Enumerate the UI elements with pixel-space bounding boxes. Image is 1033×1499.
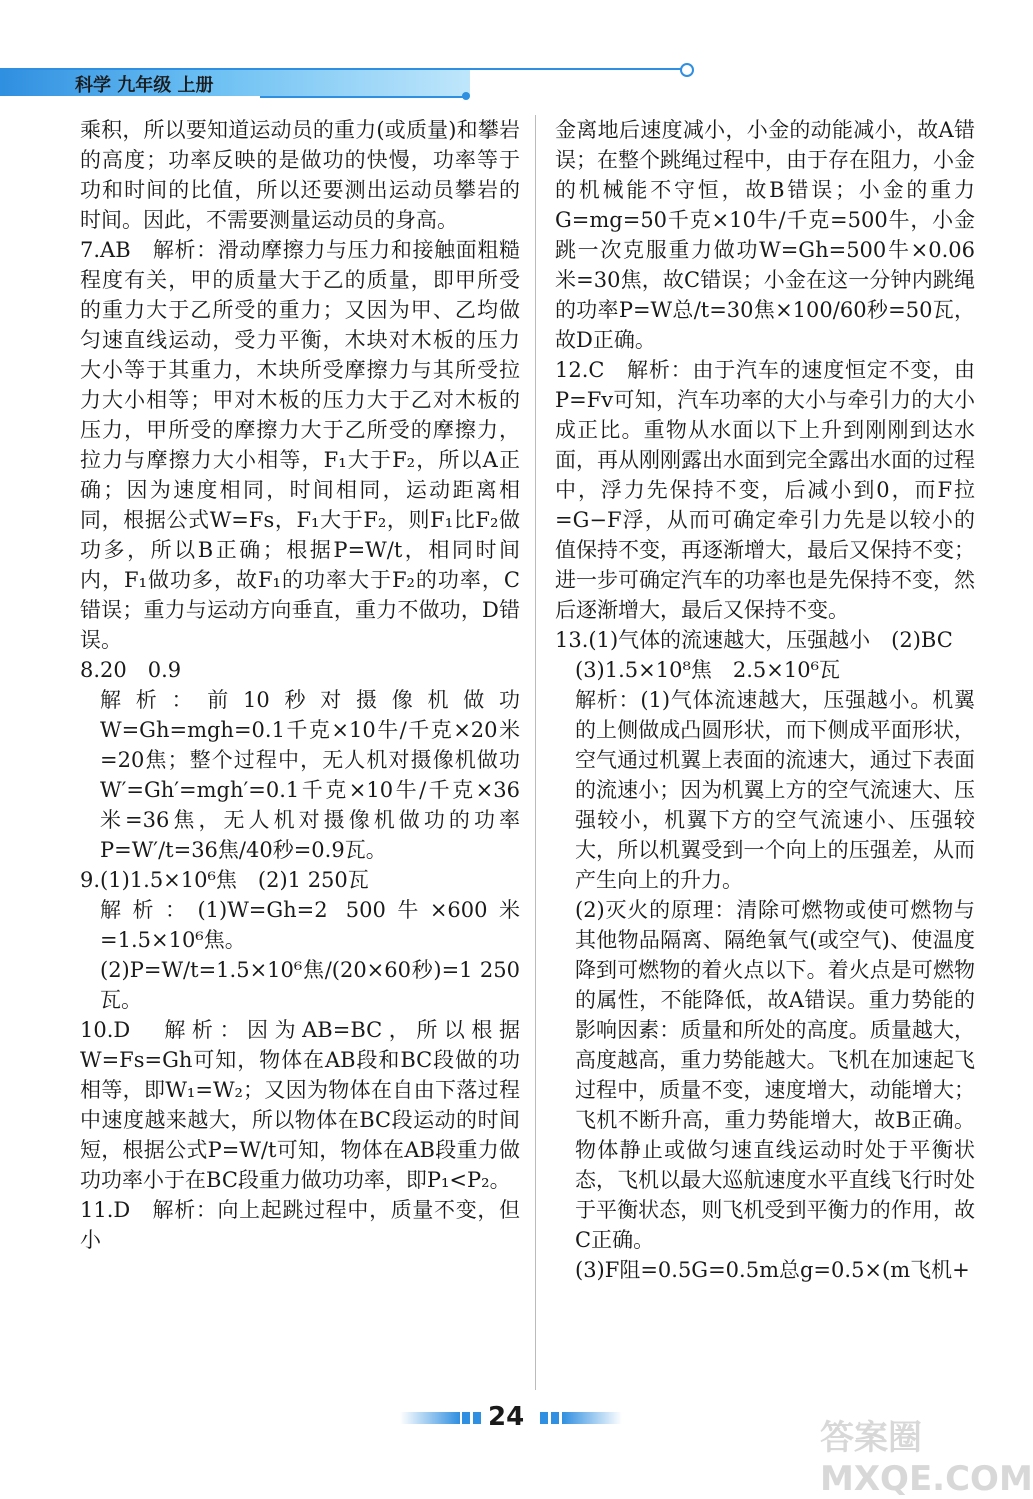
left-column [80,115,520,1255]
watermark-logo: 答案圈 MXQE.COM [820,1418,1033,1499]
explanation-13-3: (3)F阻=0.5G=0.5m总g=0.5×(m飞机+ [575,1258,970,1282]
right-column [555,115,975,1285]
answer-8: 8.20 0.9 [80,658,182,682]
footer-decoration-right [562,1412,622,1424]
book-title: 科学 九年级 上册 [75,75,214,96]
header-rule-lower [260,96,465,98]
footer-square-icon [540,1412,548,1424]
explanation-13-1: 解析：(1)气体流速越大，压强越小。机翼的上侧做成凸圆形状，而下侧成平面形状，空气通过机翼上表面的流速大，通过下表面的流速小；因为机翼上方的空气流速大、压强较小，机翼下方的空气流速小、压强较大，所以机翼受到一个向上的压强差，从而产生向上的升力。 [575,688,975,892]
footer-square-icon [473,1412,481,1424]
header-dot-icon [462,92,470,100]
page-header [0,60,700,104]
column-divider [535,115,536,1390]
answer-9: 9.(1)1.5×10⁶焦 (2)1 250瓦 [80,868,369,892]
explanation-9-1: 解析：(1)W=Gh=2 500牛×600米=1.5×10⁶焦。 [100,898,520,952]
answer-11: 11.D 解析：向上起跳过程中，质量不变，但小 [80,1198,520,1252]
explanation-13-2: (2)灭火的原理：清除可燃物或使可燃物与其他物品隔离、隔绝氧气(或空气)、使温度降到可燃物的着火点以下。着火点是可燃物的属性，不能降低，故A错误。重力势能的影响因素：质量和所处的高度。质量越大，高度越高，重力势能越大。飞机在加速起飞过程中，质量不变，速度增大，动能增大；飞机不断升高，重力势能增大，故B正确。物体静止或做匀速直线运动时处于平衡状态，飞机以最大巡航速度水平直线飞行时处于平衡状态，则飞机受到平衡力的作用，故C正确。 [575,898,975,1252]
footer-square-icon [551,1412,559,1424]
answer-13-3: (3)1.5×10⁸焦 2.5×10⁶瓦 [575,658,841,682]
header-rule [0,68,688,70]
header-circle-icon [680,63,694,77]
explanation-8: 解析：前10秒对摄像机做功W=Gh=mgh=0.1千克×10牛/千克×20米=20焦；整个过程中，无人机对摄像机做功W′=Gh′=mgh′=0.1千克×10牛/千克×36米=36焦，无人机对摄像机做功的功率P=W′/t=36焦/40秒=0.9瓦。 [100,688,520,862]
footer-decoration-left [400,1412,460,1424]
footer-square-icon [462,1412,470,1424]
page-number: 24 [488,1402,525,1432]
answer-11-continued: 金离地后速度减小，小金的动能减小，故A错误；在整个跳绳过程中，由于存在阻力，小金的机械能不守恒，故B错误；小金的重力G=mg=50千克×10牛/千克=500牛，小金跳一次克服重力做功W=Gh=500牛×0.06米=30焦，故C错误；小金在这一分钟内跳绳的功率P=W总/t=30焦×100/60秒=50瓦，故D正确。 [555,118,975,352]
explanation-9-2: (2)P=W/t=1.5×10⁶焦/(20×60秒)=1 250瓦。 [100,958,520,1012]
paragraph: 乘积，所以要知道运动员的重力(或质量)和攀岩的高度；功率反映的是做功的快慢，功率等于功和时间的比值，所以还要测出运动员攀岩的时间。因此，不需要测量运动员的身高。 [80,118,520,232]
answer-7: 7.AB 解析：滑动摩擦力与压力和接触面粗糙程度有关，甲的质量大于乙的质量，即甲所受的重力大于乙所受的重力；又因为甲、乙均做匀速直线运动，受力平衡，木块对木板的压力大小等于其重力，木块所受摩擦力与其所受拉力大小相等；甲对木板的压力大于乙对木板的压力，甲所受的摩擦力大于乙所受的摩擦力，拉力与摩擦力大小相等，F₁大于F₂，所以A正确；因为速度相同，时间相同，运动距离相同，根据公式W=Fs，F₁大于F₂，则F₁比F₂做功多，所以B正确；根据P=W/t，相同时间内，F₁做功多，故F₁的功率大于F₂的功率，C错误；重力与运动方向垂直，重力不做功，D错误。 [80,238,520,652]
answer-10: 10.D 解析：因为AB=BC，所以根据W=Fs=Gh可知，物体在AB段和BC段做的功相等，即W₁=W₂；又因为物体在自由下落过程中速度越来越大，所以物体在BC段运动的时间短，根据公式P=W/t可知，物体在AB段重力做功功率小于在BC段重力做功功率，即P₁<P₂。 [80,1018,520,1192]
answer-13: 13.(1)气体的流速越大，压强越小 (2)BC [555,628,953,652]
answer-12: 12.C 解析：由于汽车的速度恒定不变，由P=Fv可知，汽车功率的大小与牵引力的大小成正比。重物从水面以下上升到刚刚到达水面，再从刚刚露出水面到完全露出水面的过程中，浮力先保持不变，后减小到0，而F拉=G−F浮，从而可确定牵引力先是以较小的值保持不变，再逐渐增大，最后又保持不变；进一步可确定汽车的功率也是先保持不变，然后逐渐增大，最后又保持不变。 [555,358,975,622]
header-banner [0,70,470,96]
